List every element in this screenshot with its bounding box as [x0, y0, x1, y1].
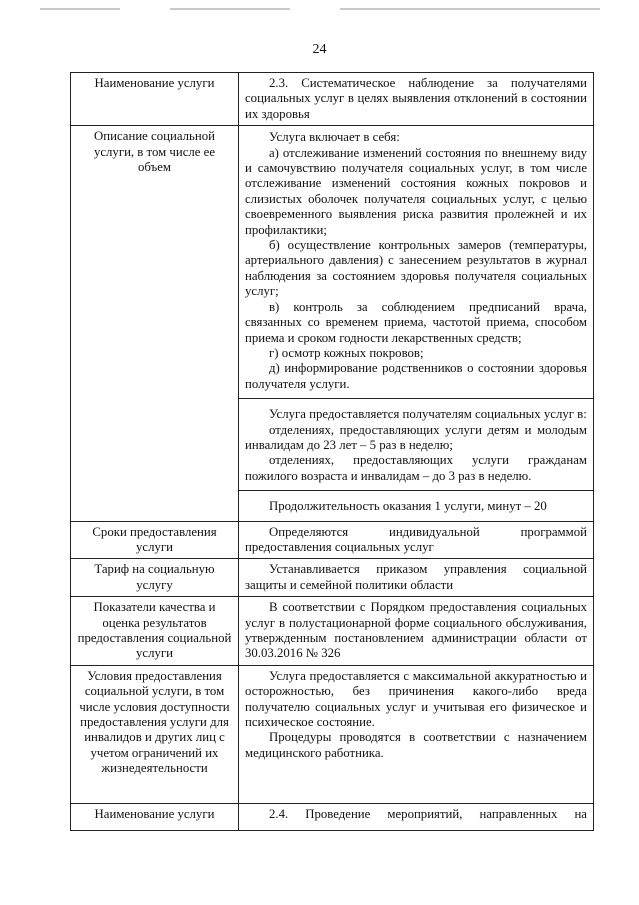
duration-text: Продолжительность оказания 1 услуги, минут – 20: [269, 499, 547, 514]
terms-text: Определяются индивидуальной программой предоставления социальных услуг: [245, 524, 587, 554]
row-label: Наименование услуги: [71, 803, 239, 830]
row-label: Условия предоставления социальной услуги, в том числе условия доступности предоставления услуги для инвалидов и других лиц с учетом ограничений их жизнедеятельности: [71, 665, 239, 803]
includes-title: Услуга включает в себя:: [269, 130, 400, 145]
description-cell: [239, 126, 594, 521]
includes-block: [239, 126, 593, 398]
row-value: [239, 73, 594, 126]
table-row: [71, 73, 594, 126]
row-label: Наименование услуги: [71, 73, 239, 126]
table-row: [71, 665, 594, 803]
list-item: в) контроль за соблюдением предписаний врача, связанных со временем приема, частотой приема, способом приема и сроком годности лекарственных средств;: [245, 299, 587, 345]
table-row: [71, 521, 594, 559]
provided-title: Услуга предоставляется получателям социальных услуг в:: [269, 407, 587, 422]
list-item: д) информирование родственников о состоянии здоровья получателя услуги.: [245, 361, 587, 391]
quality-text: В соответствии с Порядком предоставления социальных услуг в полустационарной форме социального обслуживания, утвержденным постановлением администрации области от 30.03.2016 № 326: [245, 600, 587, 661]
tariff-text: Устанавливается приказом управления социальной защиты и семейной политики области: [245, 562, 587, 592]
list-item: г) осмотр кожных покровов;: [269, 345, 424, 360]
conditions-paragraph: Процедуры проводятся в соответствии с назначением медицинского работника.: [245, 730, 587, 760]
row-value: [239, 597, 594, 666]
table-row: [71, 559, 594, 597]
service-name: 2.4. Проведение мероприятий, направленных на: [269, 806, 587, 821]
list-item: б) осуществление контрольных замеров (температуры, артериального давления) с занесением результатов в журнал наблюдения за состоянием здоровья получателя социальных услуг;: [245, 238, 587, 299]
conditions-paragraph: Услуга предоставляется с максимальной аккуратностью и осторожностью, без причинения какого-либо вреда получателю социальных услуг и учитывая его физическое и психическое состояние.: [245, 668, 587, 730]
row-value: [239, 803, 594, 830]
list-item: отделениях, предоставляющих услуги детям и молодым инвалидам до 23 лет – 5 раз в неделю;: [245, 422, 587, 452]
service-table: [70, 72, 594, 831]
list-item: а) отслеживание изменений состояния по внешнему виду и самочувствию получателя социальных услуг, в том числе отслеживание изменений состояния кожных покровов и слизистых оболочек получателя социальных услуг, с целью своевременного выявления риска развития пролежней и их профилактики;: [245, 145, 587, 237]
row-label: Описание социальной услуги, в том числе ее объем: [71, 126, 239, 521]
table-row: [71, 126, 594, 521]
page-number: 24: [312, 42, 327, 57]
duration-block: [239, 490, 593, 520]
table-row: [71, 597, 594, 666]
row-value: [239, 559, 594, 597]
scan-artifact-line: [170, 8, 290, 10]
row-value: [239, 521, 594, 559]
provided-block: [239, 398, 593, 490]
scan-artifact-line: [340, 8, 600, 10]
table-row: [71, 803, 594, 830]
service-name: 2.3. Систематическое наблюдение за получателями социальных услуг в целях выявления отклонений в состоянии их здоровья: [245, 76, 587, 121]
row-value: [239, 665, 594, 803]
row-label: Тариф на социальную услугу: [71, 559, 239, 597]
row-label: Показатели качества и оценка результатов предоставления социальной услуги: [71, 597, 239, 666]
row-label: Сроки предоставления услуги: [71, 521, 239, 559]
scan-artifact-line: [40, 8, 120, 10]
list-item: отделениях, предоставляющих услуги гражданам пожилого возраста и инвалидам – до 3 раз в неделю.: [245, 453, 587, 483]
